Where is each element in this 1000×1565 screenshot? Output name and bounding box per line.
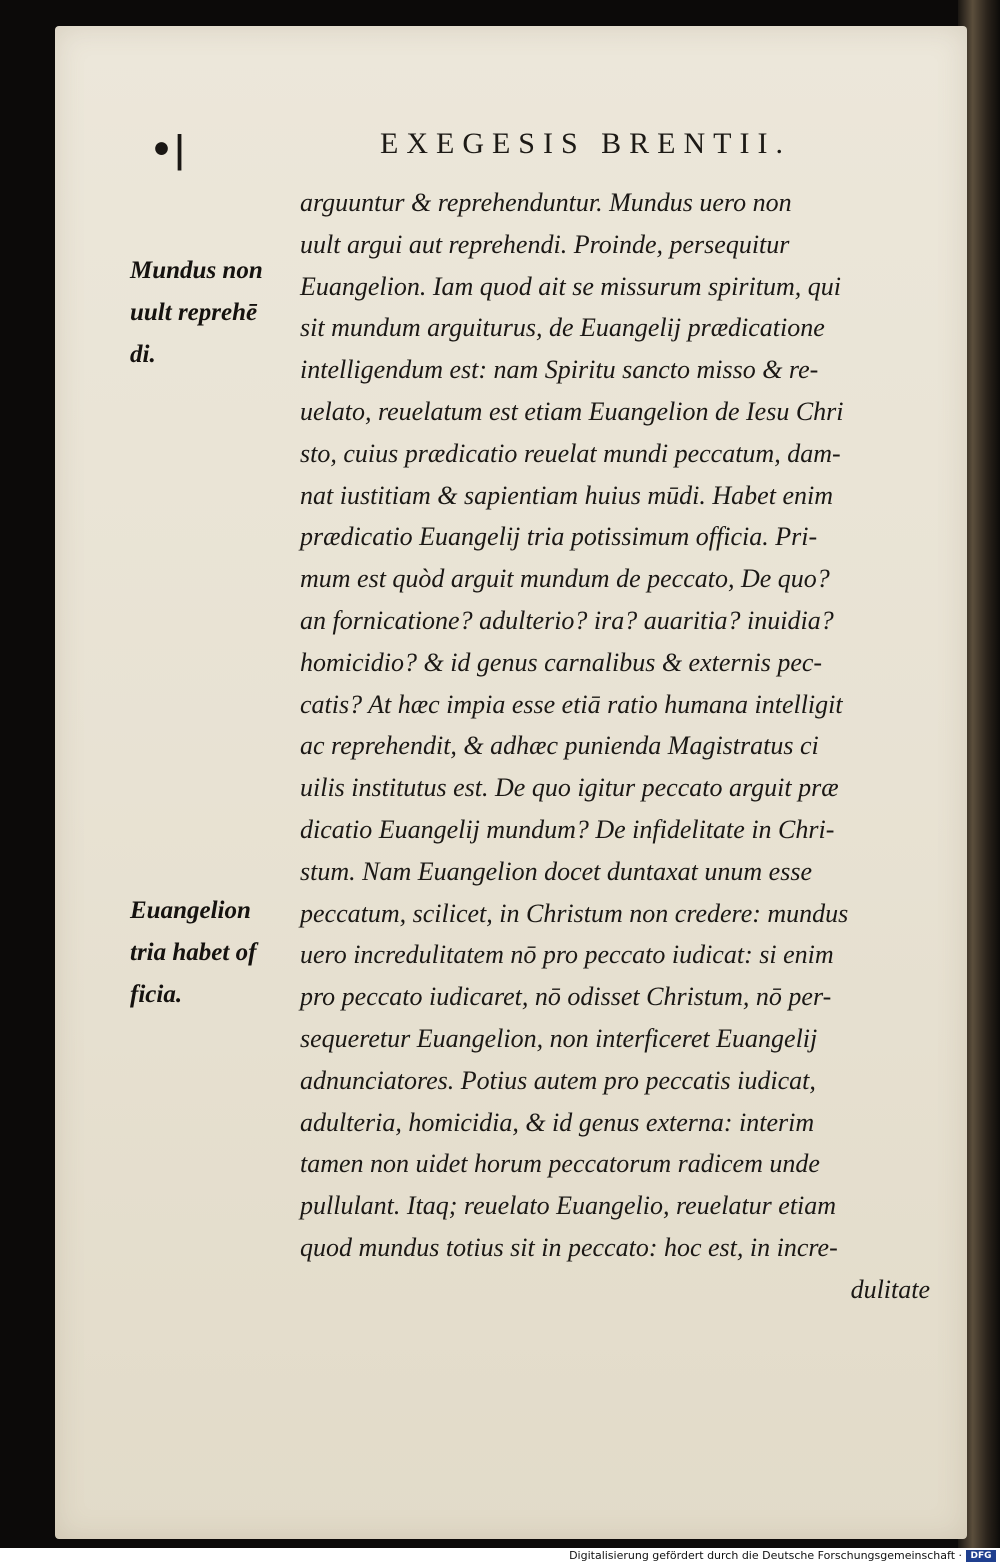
text-line: mum est quòd arguit mundum de peccato, De quo? — [300, 564, 830, 594]
marginal-note-2 — [130, 890, 300, 1016]
page-mark: •| — [150, 129, 187, 171]
text-line: uilis institutus est. De quo igitur peccato arguit præ — [300, 773, 839, 803]
marginal-line: Mundus non — [130, 257, 263, 284]
text-line: peccatum, scilicet, in Christum non credere: mundus — [300, 898, 849, 928]
text-line: sequeretur Euangelion, non interficeret Euangelij — [300, 1023, 818, 1053]
marginal-line: di. — [130, 341, 156, 368]
text-line: uelato, reuelatum est etiam Euangelion de Iesu Chri — [300, 396, 844, 426]
text-line: an fornicatione? adulterio? ira? auaritia? inuidia? — [300, 605, 834, 635]
text-line: stum. Nam Euangelion docet duntaxat unum esse — [300, 856, 812, 886]
marginal-line: uult reprehē — [130, 299, 258, 326]
footer-credit: Digitalisierung gefördert durch die Deutsche Forschungsgemeinschaft · — [569, 1549, 962, 1562]
dfg-logo: DFG — [966, 1550, 996, 1562]
running-head: EXEGESIS BRENTII. — [380, 127, 791, 160]
text-line: homicidio? & id genus carnalibus & externis pec- — [300, 647, 823, 677]
body-text — [300, 182, 940, 1311]
marginal-line: ficia. — [130, 981, 183, 1008]
text-line: uero incredulitatem nō pro peccato iudicat: si enim — [300, 940, 834, 970]
text-line: prædicatio Euangelij tria potissimum officia. Pri- — [300, 522, 818, 552]
text-line: sto, cuius prædicatio reuelat mundi peccatum, dam- — [300, 438, 841, 468]
text-line: uult argui aut reprehendi. Proinde, persequitur — [300, 229, 790, 259]
text-line: pro peccato iudicaret, nō odisset Christum, nō per- — [300, 982, 832, 1012]
text-line: adulteria, homicidia, & id genus externa: interim — [300, 1107, 815, 1137]
text-line: ac reprehendit, & adhæc punienda Magistratus ci — [300, 731, 819, 761]
text-line: nat iustitiam & sapientiam huius mūdi. Habet enim — [300, 480, 833, 510]
catchword: dulitate — [850, 1274, 930, 1304]
marginal-note-1 — [130, 250, 300, 376]
text-line: Euangelion. Iam quod ait se missurum spiritum, qui — [300, 271, 841, 301]
marginal-line: tria habet of — [130, 939, 257, 966]
footer-bar — [0, 1548, 1000, 1565]
text-line: pullulant. Itaq; reuelato Euangelio, reuelatur etiam — [300, 1191, 837, 1221]
text-line: arguuntur & reprehenduntur. Mundus uero non — [300, 188, 792, 217]
text-line: sit mundum arguiturus, de Euangelij prædicatione — [300, 313, 825, 343]
text-line: dicatio Euangelij mundum? De infidelitate in Chri- — [300, 814, 835, 844]
text-line: tamen non uidet horum peccatorum radicem unde — [300, 1149, 820, 1179]
text-line: intelligendum est: nam Spiritu sancto misso & re- — [300, 355, 819, 385]
marginal-line: Euangelion — [130, 897, 251, 924]
text-line: adnunciatores. Potius autem pro peccatis iudicat, — [300, 1065, 816, 1095]
page-header — [150, 125, 890, 175]
text-line: quod mundus totius sit in peccato: hoc est, in incre- — [300, 1232, 838, 1262]
text-line: catis? At hæc impia esse etiā ratio humana intelligit — [300, 689, 843, 719]
